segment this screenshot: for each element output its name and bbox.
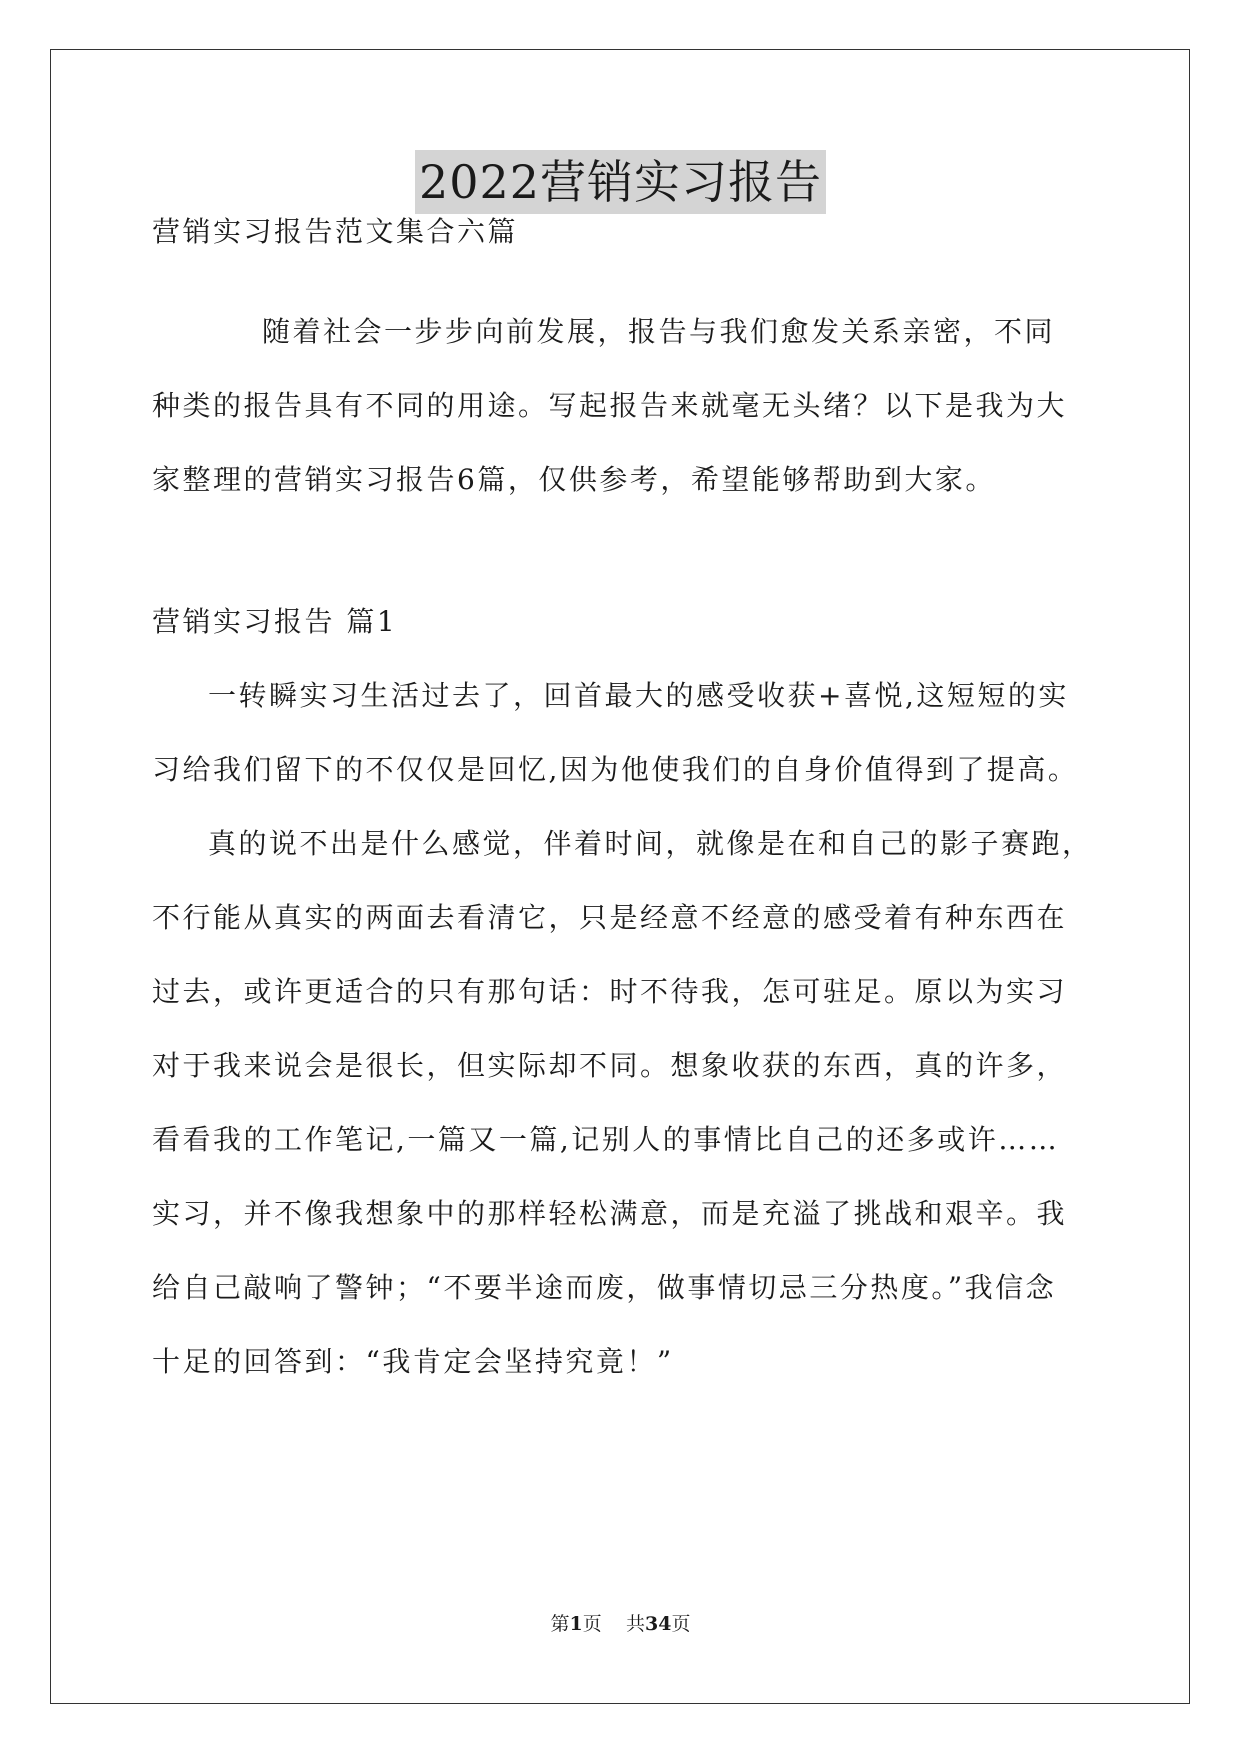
section-heading: 营销实习报告 篇1: [152, 605, 398, 638]
title-container: [0, 150, 1241, 214]
body-line: 不行能从真实的两面去看清它，只是经意不经意的感受着有种东西在: [152, 901, 1068, 934]
total-pages: 34: [644, 1613, 672, 1635]
body-line: 过去，或许更适合的只有那句话：时不待我，怎可驻足。原以为实习: [152, 975, 1068, 1008]
document-title: 2022营销实习报告: [415, 150, 826, 214]
intro-line: 家整理的营销实习报告6篇，仅供参考，希望能够帮助到大家。: [152, 463, 996, 496]
total-suffix: 页: [671, 1613, 691, 1635]
body-line: 习给我们留下的不仅仅是回忆,因为他使我们的自身价值得到了提高。: [152, 753, 1079, 786]
page-prefix: 第: [550, 1613, 570, 1635]
intro-line: 随着社会一步步向前发展，报告与我们愈发关系亲密，不同: [262, 315, 1056, 348]
page-suffix: 页: [582, 1613, 602, 1635]
page-border: [50, 49, 1190, 1704]
page-number: 1: [569, 1613, 583, 1635]
body-line: 十足的回答到：“我肯定会坚持究竟！”: [152, 1345, 674, 1378]
body-line: 实习，并不像我想象中的那样轻松满意，而是充溢了挑战和艰辛。我: [152, 1197, 1068, 1230]
body-line: 对于我来说会是很长，但实际却不同。想象收获的东西，真的许多，: [152, 1049, 1068, 1082]
document-subtitle: 营销实习报告范文集合六篇: [152, 215, 519, 248]
body-line: 给自己敲响了警钟；“不要半途而废，做事情切忌三分热度。”我信念: [152, 1271, 1057, 1304]
page-footer: [0, 1612, 1241, 1636]
total-prefix: 共: [625, 1613, 645, 1635]
body-line: 真的说不出是什么感觉，伴着时间，就像是在和自己的影子赛跑，: [208, 827, 1093, 860]
body-line: 一转瞬实习生活过去了，回首最大的感受收获+喜悦,这短短的实: [208, 679, 1069, 712]
intro-line: 种类的报告具有不同的用途。写起报告来就毫无头绪？以下是我为大: [152, 389, 1068, 422]
body-line: 看看我的工作笔记,一篇又一篇,记别人的事情比自己的还多或许……: [152, 1123, 1060, 1156]
